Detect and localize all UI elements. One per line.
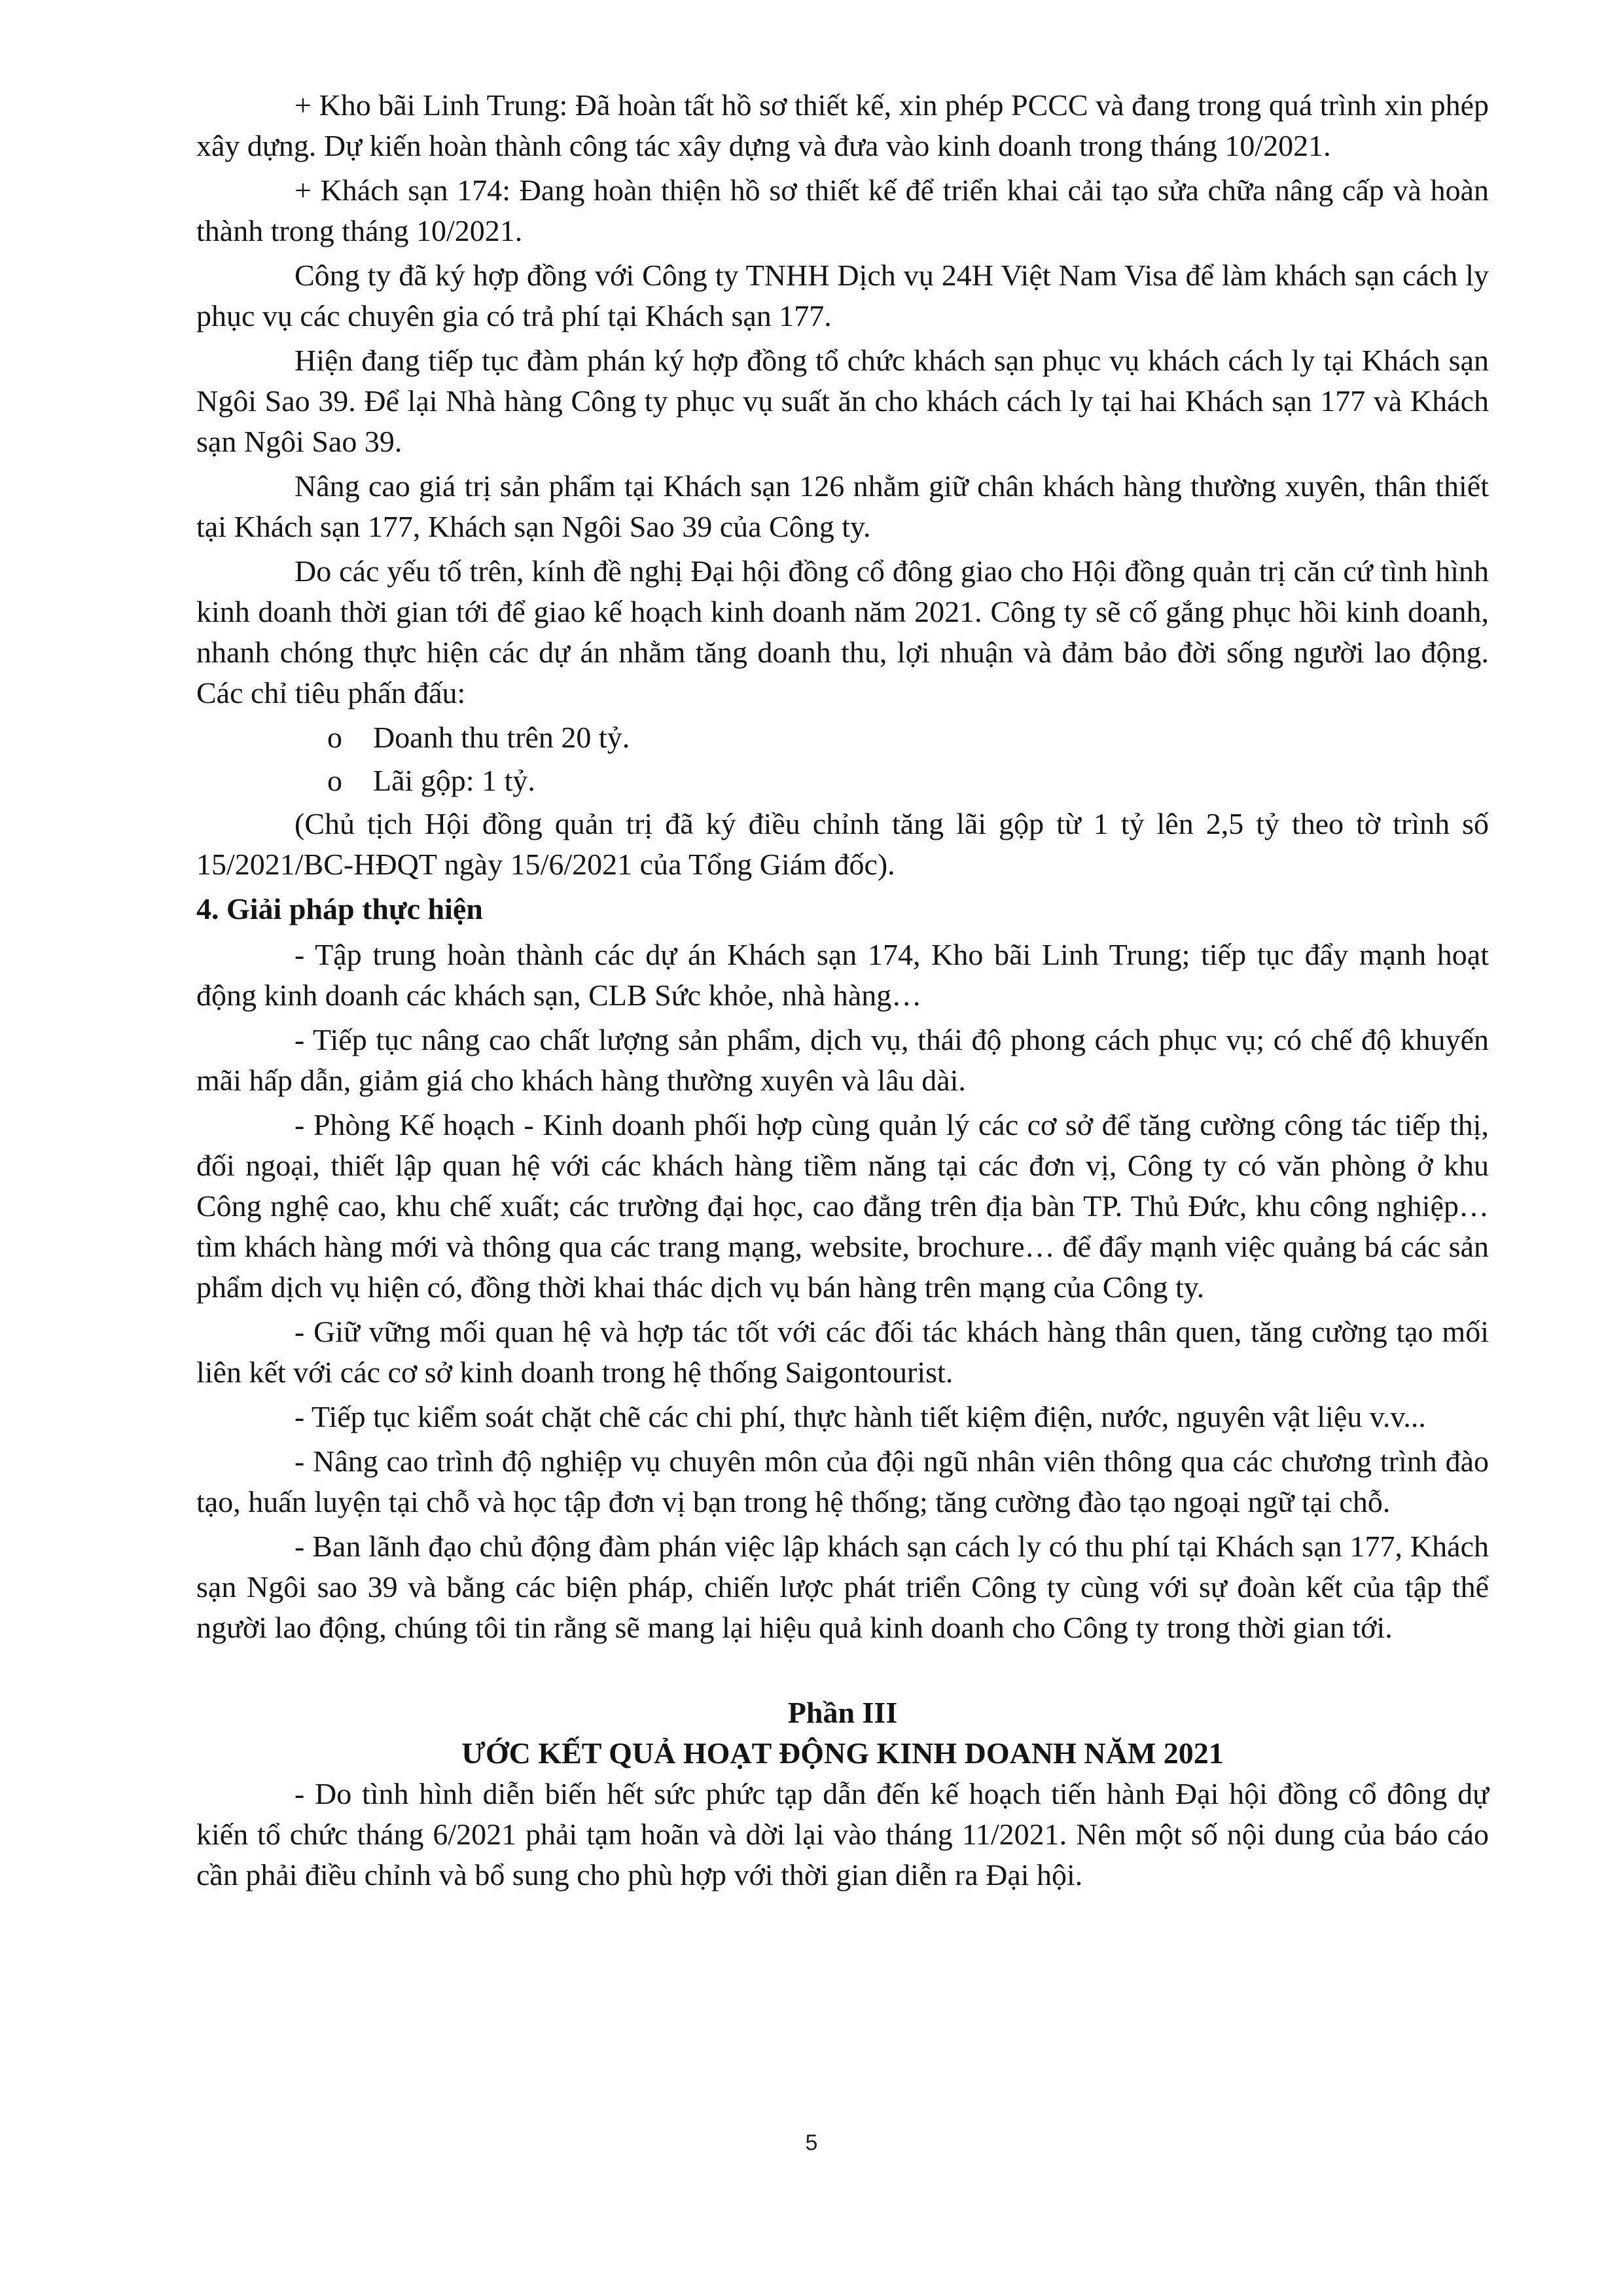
- solution-item: - Tiếp tục kiểm soát chặt chẽ các chi phí, thực hành tiết kiệm điện, nước, nguyên vật liệu v.v...: [294, 1400, 1426, 1433]
- paragraph-hop-dong-visa: Công ty đã ký hợp đồng với Công ty TNHH Dịch vụ 24H Việt Nam Visa để làm khách sạn cách ly phục vụ các chuyên gia có trả phí tại Khách sạn 177.: [196, 259, 1489, 332]
- paragraph-note: (Chủ tịch Hội đồng quản trị đã ký điều chỉnh tăng lãi gộp từ 1 tỷ lên 2,5 tỷ theo tờ trình số 15/2021/BC-HĐQT ngày 15/6/2021 của Tổng Giám đốc).: [196, 807, 1489, 881]
- paragraph-nang-cao-gia-tri: Nâng cao giá trị sản phẩm tại Khách sạn 126 nhằm giữ chân khách hàng thường xuyên, thân thiết tại Khách sạn 177, Khách sạn Ngôi Sao 39 của Công ty.: [196, 469, 1489, 543]
- document-page: [196, 85, 1489, 1899]
- page-number: 5: [805, 2130, 818, 2155]
- section-4-heading: 4. Giải pháp thực hiện: [196, 892, 483, 925]
- target-item: [196, 761, 1489, 801]
- paragraph-khach-san-174: + Khách sạn 174: Đang hoàn thiện hồ sơ thiết kế để triển khai cải tạo sửa chữa nâng cấp và hoàn thành trong tháng 10/2021.: [196, 173, 1489, 247]
- target-text: Lãi gộp: 1 tỷ.: [373, 764, 535, 797]
- part-3-subtitle: ƯỚC KẾT QUẢ HOẠT ĐỘNG KINH DOANH NĂM 2021: [461, 1736, 1224, 1770]
- part-3-paragraph: - Do tình hình diễn biến hết sức phức tạp dẫn đến kế hoạch tiến hành Đại hội đồng cổ đông dự kiến tổ chức tháng 6/2021 phải tạm hoãn và dời lại vào tháng 11/2021. Nên một số nội dung của báo cáo cần phải điều chỉnh và bổ sung cho phù hợp với thời gian diễn ra Đại hội.: [196, 1777, 1489, 1892]
- part-3-title: Phần III: [787, 1696, 898, 1729]
- paragraph-kho-bai: + Kho bãi Linh Trung: Đã hoàn tất hồ sơ thiết kế, xin phép PCCC và đang trong quá trình xin phép xây dựng. Dự kiến hoàn thành công tác xây dựng và đưa vào kinh doanh trong tháng 10/2021.: [196, 88, 1489, 162]
- bullet-mark: o: [327, 721, 342, 754]
- solution-item: - Tập trung hoàn thành các dự án Khách sạn 174, Kho bãi Linh Trung; tiếp tục đẩy mạnh hoạt động kinh doanh các khách sạn, CLB Sức khỏe, nhà hàng…: [196, 938, 1489, 1012]
- bullet-mark: o: [327, 764, 342, 797]
- paragraph-de-nghi: Do các yếu tố trên, kính đề nghị Đại hội đồng cổ đông giao cho Hội đồng quản trị căn cứ tình hình kinh doanh thời gian tới để giao kế hoạch kinh doanh năm 2021. Công ty sẽ cố gắng phục hồi kinh doanh, nhanh chóng thực hiện các dự án nhằm tăng doanh thu, lợi nhuận và đảm bảo đời sống người lao động. Các chỉ tiêu phấn đấu:: [196, 554, 1489, 709]
- solution-item: - Tiếp tục nâng cao chất lượng sản phẩm, dịch vụ, thái độ phong cách phục vụ; có chế độ khuyến mãi hấp dẫn, giảm giá cho khách hàng thường xuyên và lâu dài.: [196, 1023, 1489, 1097]
- section-gap: [196, 1652, 1489, 1693]
- target-text: Doanh thu trên 20 tỷ.: [373, 721, 630, 754]
- solution-item: - Ban lãnh đạo chủ động đàm phán việc lập khách sạn cách ly có thu phí tại Khách sạn 177, Khách sạn Ngôi sao 39 và bằng các biện pháp, chiến lược phát triển Công ty cùng với sự đoàn kết của tập thể người lao động, chúng tôi tin rằng sẽ mang lại hiệu quả kinh doanh cho Công ty trong thời gian tới.: [196, 1530, 1489, 1644]
- solution-item: - Giữ vững mối quan hệ và hợp tác tốt với các đối tác khách hàng thân quen, tăng cường tạo mối liên kết với các cơ sở kinh doanh trong hệ thống Saigontourist.: [196, 1315, 1489, 1389]
- solution-item: - Nâng cao trình độ nghiệp vụ chuyên môn của đội ngũ nhân viên thông qua các chương trình đào tạo, huấn luyện tại chỗ và học tập đơn vị bạn trong hệ thống; tăng cường đào tạo ngoại ngữ tại chỗ.: [196, 1444, 1489, 1518]
- target-item: [196, 717, 1489, 758]
- solution-item: - Phòng Kế hoạch - Kinh doanh phối hợp cùng quản lý các cơ sở để tăng cường công tác tiếp thị, đối ngoại, thiết lập quan hệ với các khách hàng tiềm năng tại các đơn vị, Công ty có văn phòng ở khu Công nghệ cao, khu chế xuất; các trường đại học, cao đẳng trên địa bàn TP. Thủ Đức, khu công nghiệp… tìm khách hàng mới và thông qua các trang mạng, website, brochure… để đẩy mạnh việc quảng bá các sản phẩm dịch vụ hiện có, đồng thời khai thác dịch vụ bán hàng trên mạng của Công ty.: [196, 1108, 1489, 1304]
- paragraph-dam-phan: Hiện đang tiếp tục đàm phán ký hợp đồng tổ chức khách sạn phục vụ khách cách ly tại Khách sạn Ngôi Sao 39. Để lại Nhà hàng Công ty phục vụ suất ăn cho khách cách ly tại hai Khách sạn 177 và Khách sạn Ngôi Sao 39.: [196, 344, 1489, 458]
